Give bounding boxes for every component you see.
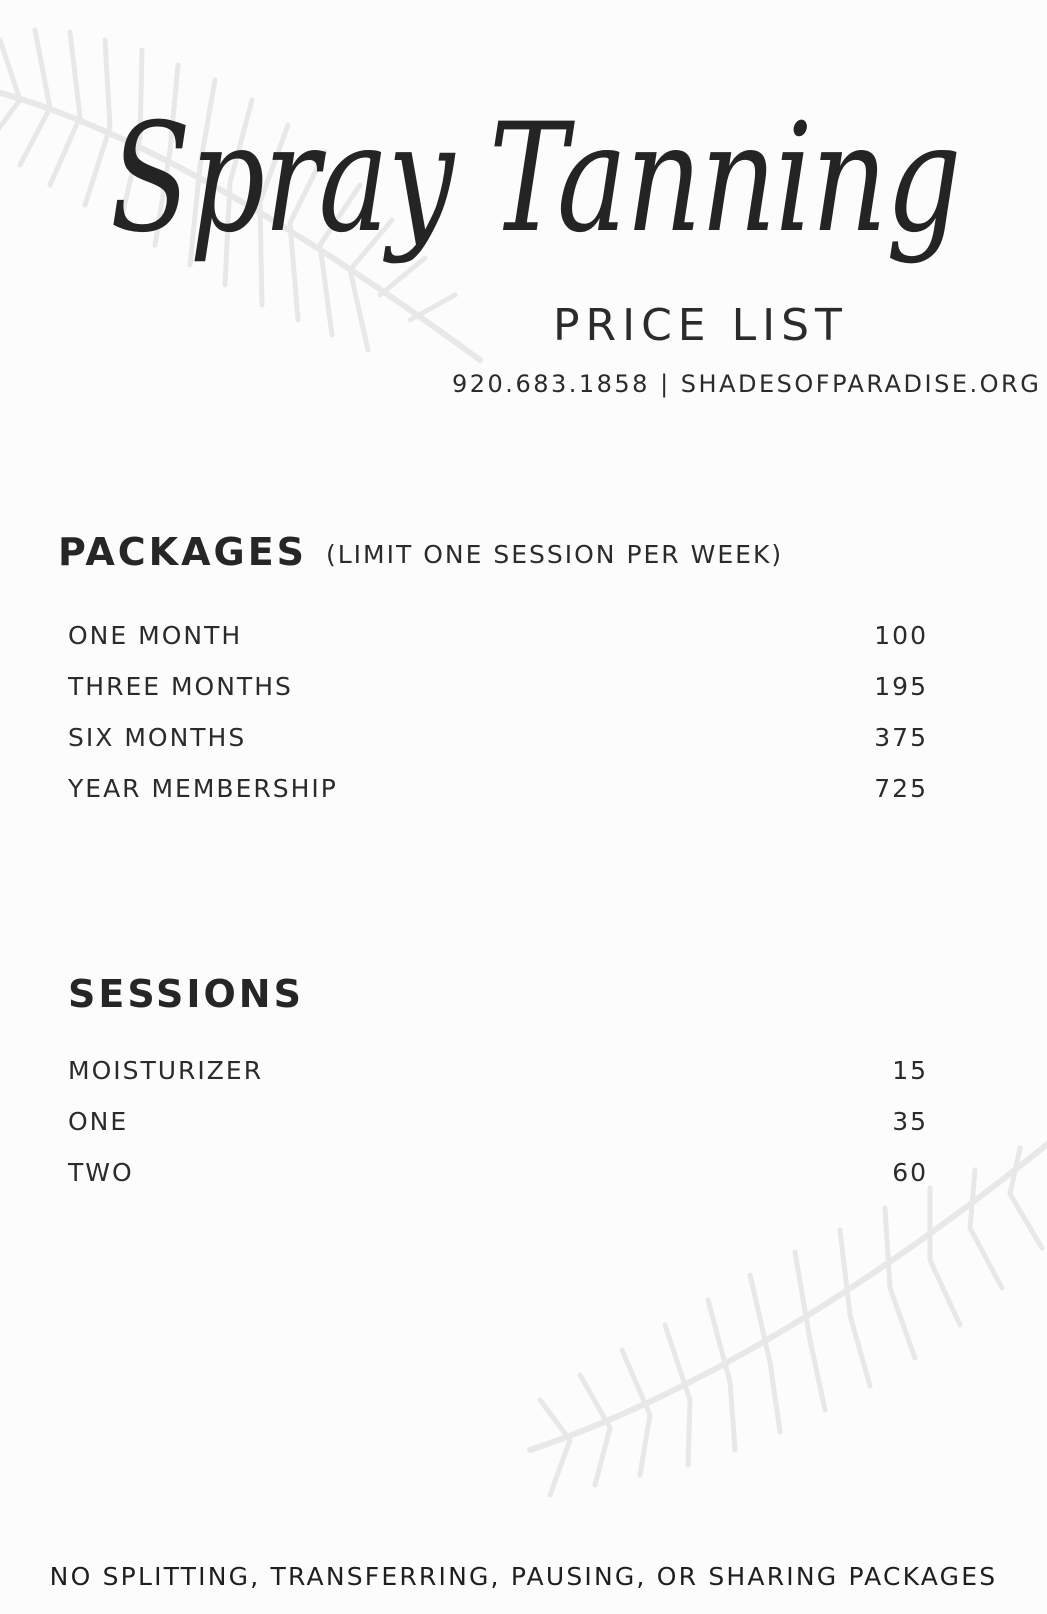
sessions-list [68, 1045, 928, 1198]
item-price: 60 [892, 1158, 928, 1187]
packages-list [68, 610, 928, 814]
list-item [68, 1147, 928, 1198]
item-label: ONE MONTH [68, 621, 243, 650]
list-item [68, 1045, 928, 1096]
packages-note: (LIMIT ONE SESSION PER WEEK) [326, 540, 784, 569]
item-price: 35 [892, 1107, 928, 1136]
script-title [100, 40, 980, 330]
item-label: SIX MONTHS [68, 723, 247, 752]
page-title: PRICE LIST [553, 300, 848, 351]
packages-heading: PACKAGES [58, 530, 308, 574]
contact-line: 920.683.1858 | SHADESOFPARADISE.ORG [452, 370, 1042, 398]
list-item [68, 763, 928, 814]
item-price: 195 [874, 672, 928, 701]
item-price: 725 [874, 774, 928, 803]
sessions-heading: SESSIONS [68, 972, 304, 1016]
policy-footer: NO SPLITTING, TRANSFERRING, PAUSING, OR SHARING PACKAGES [49, 1562, 998, 1591]
item-price: 375 [874, 723, 928, 752]
list-item [68, 610, 928, 661]
item-label: ONE [68, 1107, 129, 1136]
item-label: MOISTURIZER [68, 1056, 264, 1085]
script-title-text: Spray Tanning [110, 92, 960, 266]
item-price: 100 [874, 621, 928, 650]
item-label: YEAR MEMBERSHIP [68, 774, 338, 803]
list-item [68, 1096, 928, 1147]
item-label: TWO [68, 1158, 134, 1187]
item-label: THREE MONTHS [68, 672, 293, 701]
item-price: 15 [892, 1056, 928, 1085]
list-item [68, 712, 928, 763]
list-item [68, 661, 928, 712]
